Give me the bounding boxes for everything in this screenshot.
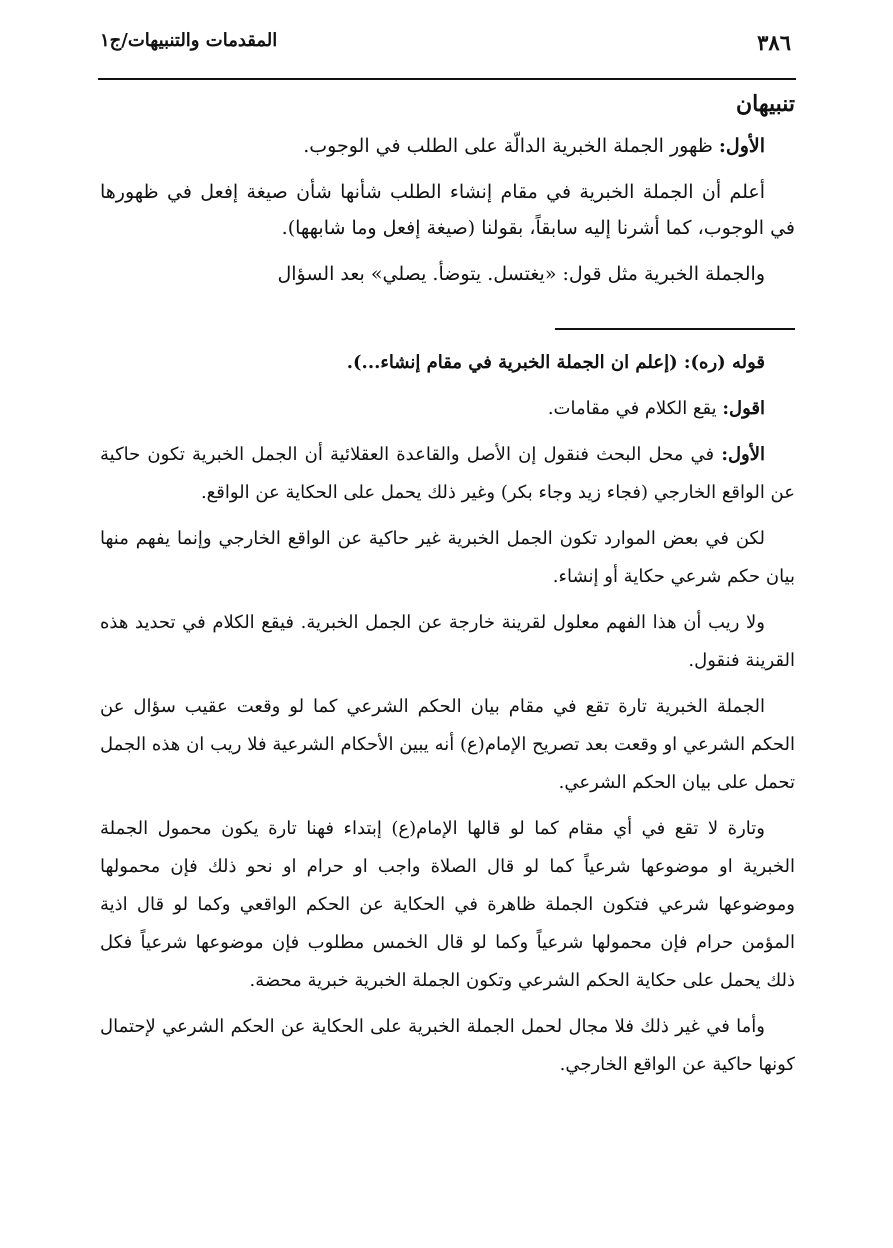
first-notice-label: الأول: xyxy=(718,135,765,157)
running-title: المقدمات والتنبيهات/ج١ xyxy=(100,30,278,51)
page-header xyxy=(100,30,795,76)
commentary xyxy=(100,344,795,1084)
quote-label: قوله (ره): xyxy=(677,352,765,373)
commentary-paragraph: وتارة لا تقع في أي مقام كما لو قالها الإمام(ع) إبتداء فهنا تارة يكون محمول الجملة الخبرية او موضوعها شرعياً كما لو قال الصلاة واجب او حرام او نحو ذلك فإن محمولها وموضوعها شرعي فتكون الجملة ظاهرة في الحكاية عن الحكم الواقعي وكما لو قال اذية المؤمن حرام فإن محمولها شرعياً وكما لو قال الخمس مطلوب فإن موضوعها شرعياً فكل ذلك يحمل على حكاية الحكم الشرعي وتكون الجملة الخبرية خبرية محضة. xyxy=(100,818,795,991)
say-label: اقول: xyxy=(722,398,765,419)
commentary-say xyxy=(100,390,795,428)
page-body xyxy=(100,88,795,1092)
main-paragraph: أعلم أن الجملة الخبرية في مقام إنشاء الطلب شأنها شأن صيغة إفعل في ظهورها في الوجوب، كما أشرنا إليه سابقاً، بقولنا (صيغة إفعل وما شابهها). xyxy=(100,181,795,239)
commentary-paragraph: لكن في بعض الموارد تكون الجمل الخبرية غير حاكية عن الواقع الخارجي وإنما يفهم منها بيان حكم شرعي حكاية أو إنشاء. xyxy=(100,528,795,587)
commentary-first xyxy=(100,436,795,512)
header-divider xyxy=(98,78,796,80)
section-title: تنبيهان xyxy=(735,91,795,117)
quote-text: (إعلم ان الجملة الخبرية في مقام إنشاء...). xyxy=(346,352,678,373)
commentary-paragraph: ولا ريب أن هذا الفهم معلول لقرينة خارجة عن الجمل الخبرية. فيقع الكلام في تحديد هذه القرينة فنقول. xyxy=(100,612,795,671)
commentary-quote xyxy=(100,344,795,382)
page-number: ٣٨٦ xyxy=(757,30,791,55)
commentary-paragraph: الجملة الخبرية تارة تقع في مقام بيان الحكم الشرعي كما لو وقعت عقيب سؤال عن الحكم الشرعي او وقعت بعد تصريح الإمام(ع) أنه يبين الأحكام الشرعية فلا ريب ان هذه الجمل تحمل على بيان الحكم الشرعي. xyxy=(100,696,795,793)
commentary-first-text: في محل البحث فنقول إن الأصل والقاعدة العقلائية أن الجمل الخبرية تكون حاكية عن الواقع الخارجي (فجاء زيد وجاء بكر) وغير ذلك يحمل على الحكاية عن الواقع. xyxy=(100,444,795,503)
first-notice xyxy=(100,128,795,164)
footnote-divider xyxy=(555,328,795,330)
first-notice-text: ظهور الجملة الخبرية الدالّة على الطلب في الوجوب. xyxy=(303,135,719,157)
main-paragraph: والجملة الخبرية مثل قول: «يغتسل. يتوضأ. يصلي» بعد السؤال xyxy=(277,263,765,285)
say-text: يقع الكلام في مقامات. xyxy=(547,398,723,419)
commentary-paragraph: وأما في غير ذلك فلا مجال لحمل الجملة الخبرية على الحكاية عن الحكم الشرعي لإحتمال كونها حاكية عن الواقع الخارجي. xyxy=(100,1016,795,1075)
commentary-first-label: الأول: xyxy=(721,444,765,465)
